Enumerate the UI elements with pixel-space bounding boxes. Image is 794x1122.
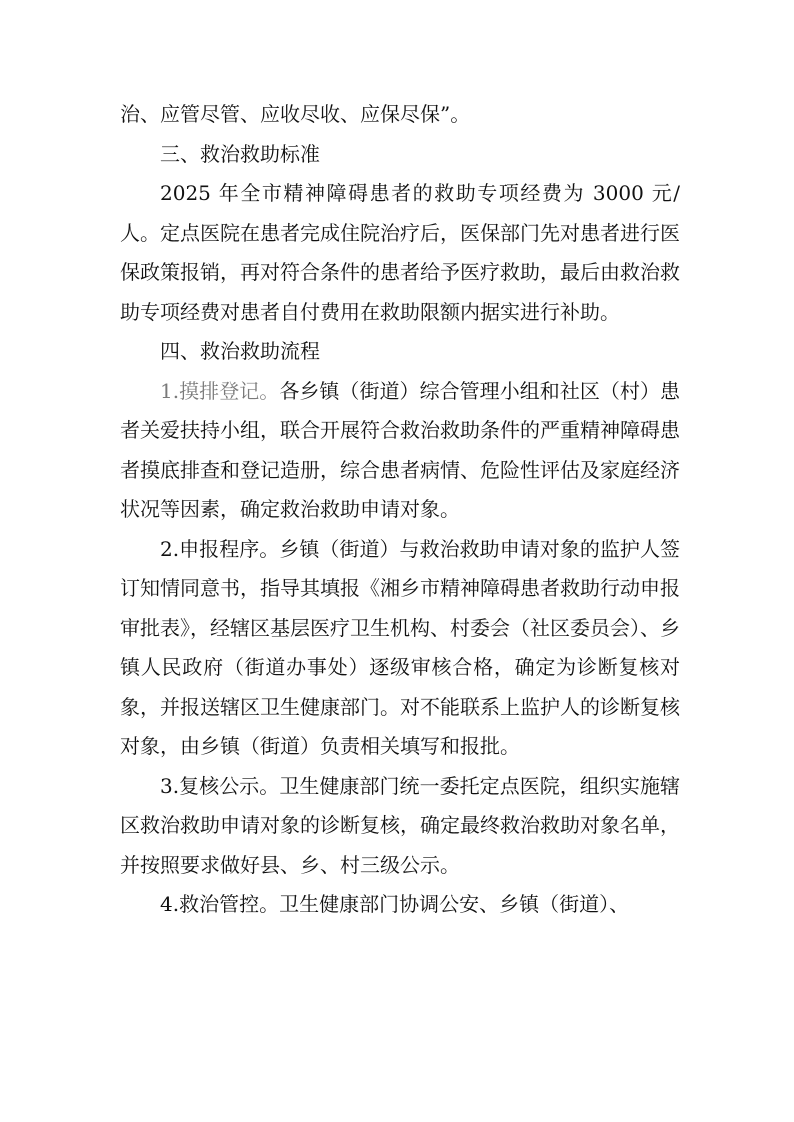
step-body: 卫生健康部门统一委托定点医院，组织实施辖区救治救助申请对象的诊断复核，确定最终救治救助对象名单，并按照要求做好县、乡、村三级公示。	[120, 773, 681, 877]
step-paragraph	[120, 885, 680, 925]
step-paragraph	[120, 767, 680, 886]
step-body: 各乡镇（街道）综合管理小组和社区（村）患者关爱扶持小组，联合开展符合救治救助条件的严重精神障碍患者摸底排查和登记造册，综合患者病情、危险性评估及家庭经济状况等因素，确定救治救助申请对象。	[120, 378, 681, 521]
step-paragraph	[120, 530, 680, 767]
section-four-heading: 四、救治救助流程	[160, 339, 320, 363]
step-lead: 1.摸排登记。	[160, 378, 280, 403]
section-three-heading: 三、救治救助标准	[160, 141, 320, 166]
document-body	[120, 95, 680, 925]
step-body: 卫生健康部门协调公安、乡镇（街道）、	[279, 892, 630, 916]
step-lead: 2.申报程序。	[160, 536, 280, 561]
paragraph-continuation: 治、应管尽管、应收尽收、应保尽保”。	[120, 102, 471, 126]
step-body: 乡镇（街道）与救治救助申请对象的监护人签订知情同意书，指导其填报《湘乡市精神障碍患者救助行动申报审批表》，经辖区基层医疗卫生机构、村委会（社区委员会）、乡镇人民政府（街道办事处）逐级审核合格，确定为诊断复核对象，并报送辖区卫生健康部门。对不能联系上监护人的诊断复核对象，由乡镇（街道）负责相关填写和报批。	[120, 536, 681, 758]
step-lead: 3.复核公示。	[160, 773, 280, 798]
step-lead: 4.救治管控。	[160, 892, 280, 916]
section-three-body: 2025 年全市精神障碍患者的救助专项经费为 3000 元/人。定点医院在患者完成住院治疗后，医保部门先对患者进行医保政策报销，再对符合条件的患者给予医疗救助，最后由救治救助专项经费对患者自付费用在救助限额内据实进行补助。	[120, 181, 680, 324]
step-paragraph	[120, 372, 680, 530]
